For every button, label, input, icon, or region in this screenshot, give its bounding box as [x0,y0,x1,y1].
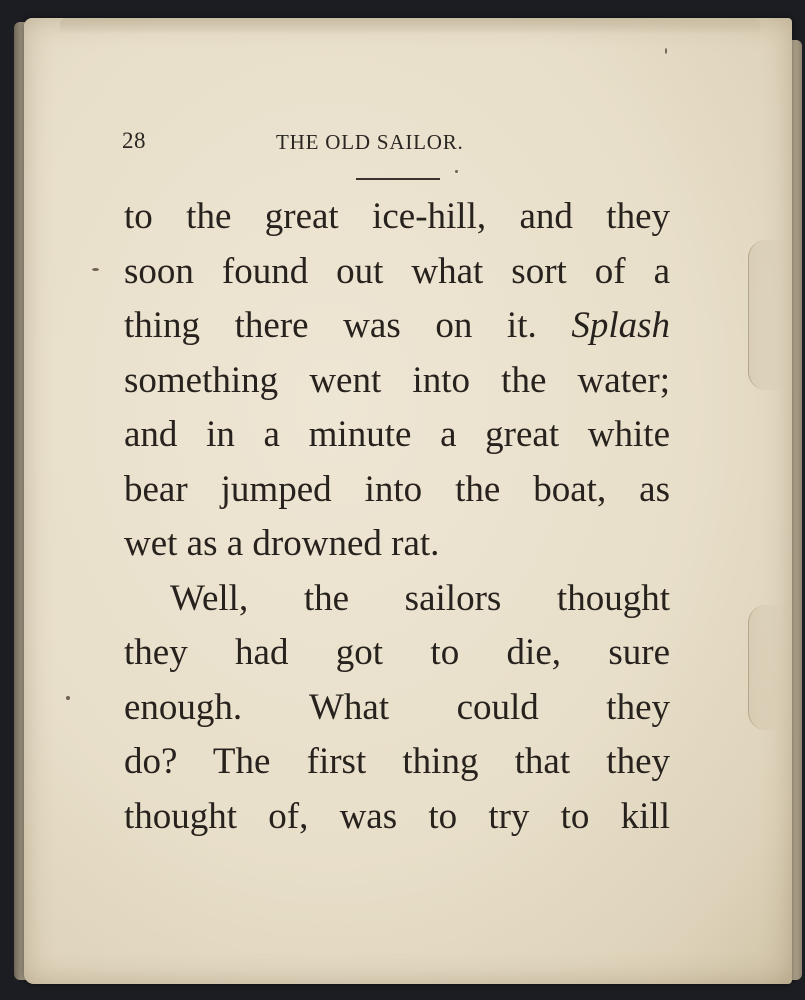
emphasized-word: Splash [571,305,670,346]
page-number: 28 [122,128,146,153]
page-notch [748,605,793,730]
running-header [122,128,542,158]
text-line: they had got to die, sure [124,632,670,673]
page-top-fold [60,18,760,34]
text-line: to the great ice-hill, and they [124,196,670,237]
text-line: and in a minute a great white [124,414,670,455]
text-line: enough. What could they [124,686,670,728]
text-line: bear jumped into the boat, as [124,468,670,510]
paper-speck [455,170,458,173]
page-notch [748,240,793,390]
text-line: something went into the water; [124,359,670,401]
text-line: wet as a drowned rat. [124,523,440,564]
header-rule [356,178,440,180]
paper-speck [66,696,70,700]
paper-speck [92,268,99,271]
text-line: do? The first thing that they [124,741,670,782]
text-line: soon found out what sort of a [124,250,670,292]
body-text [124,190,670,844]
text-line: thought of, was to try to kill [124,795,670,837]
text-line: thing there was on it. Splash [124,305,670,346]
text-line: Well, the sailors thought [170,577,670,619]
running-title: THE OLD SAILOR. [276,130,464,154]
paper-speck [665,48,667,54]
